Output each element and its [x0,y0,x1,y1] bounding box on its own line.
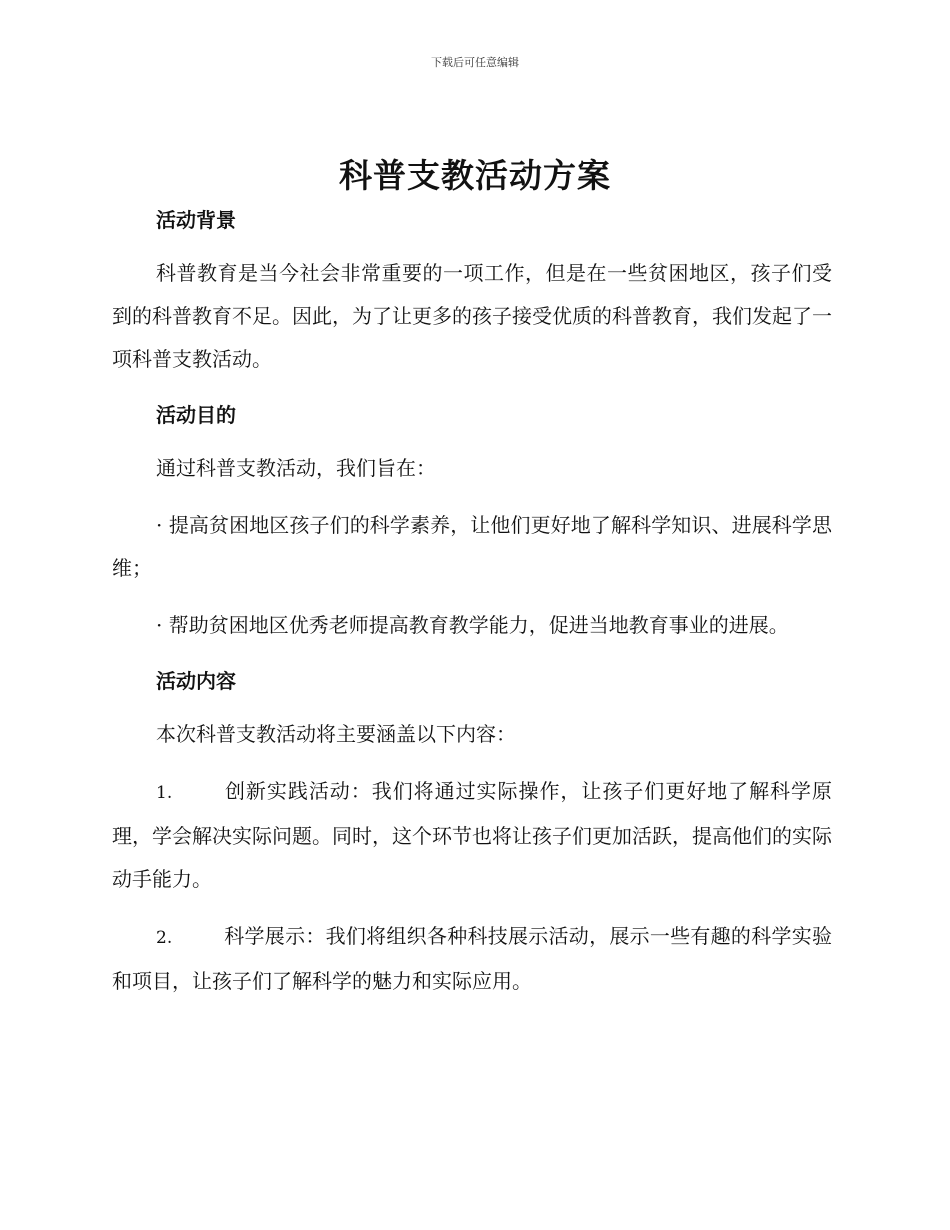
section-heading-content: 活动内容 [156,669,236,693]
section-heading-purpose: 活动目的 [156,403,236,427]
background-paragraph: 科普教育是当今社会非常重要的一项工作，但是在一些贫困地区，孩子们受到的科普教育不足。因此，为了让更多的孩子接受优质的科普教育，我们发起了一项科普支教活动。 [112,261,832,371]
list-item-text: 科学展示：我们将组织各种科技展示活动，展示一些有趣的科学实验和项目，让孩子们了解科学的魅力和实际应用。 [112,924,832,993]
content-list-item [112,770,832,901]
page-title: 科普支教活动方案 [339,156,611,195]
list-item-number: 2. [156,928,173,948]
purpose-bullet: · 提高贫困地区孩子们的科学素养，让他们更好地了解科学知识、进展科学思维； [112,513,832,580]
list-item-text: 创新实践活动：我们将通过实际操作，让孩子们更好地了解科学原理，学会解决实际问题。同时，这个环节也将让孩子们更加活跃，提高他们的实际动手能力。 [112,779,832,891]
purpose-intro: 通过科普支教活动，我们旨在： [156,456,436,480]
purpose-bullet: · 帮助贫困地区优秀老师提高教育教学能力，促进当地教育事业的进展。 [156,613,789,637]
content-intro: 本次科普支教活动将主要涵盖以下内容： [156,722,516,746]
section-heading-background: 活动背景 [156,208,236,232]
document-body [112,200,832,1003]
content-list-item [112,915,832,1003]
header-note: 下载后可任意编辑 [431,56,519,69]
list-item-number: 1. [156,783,173,803]
